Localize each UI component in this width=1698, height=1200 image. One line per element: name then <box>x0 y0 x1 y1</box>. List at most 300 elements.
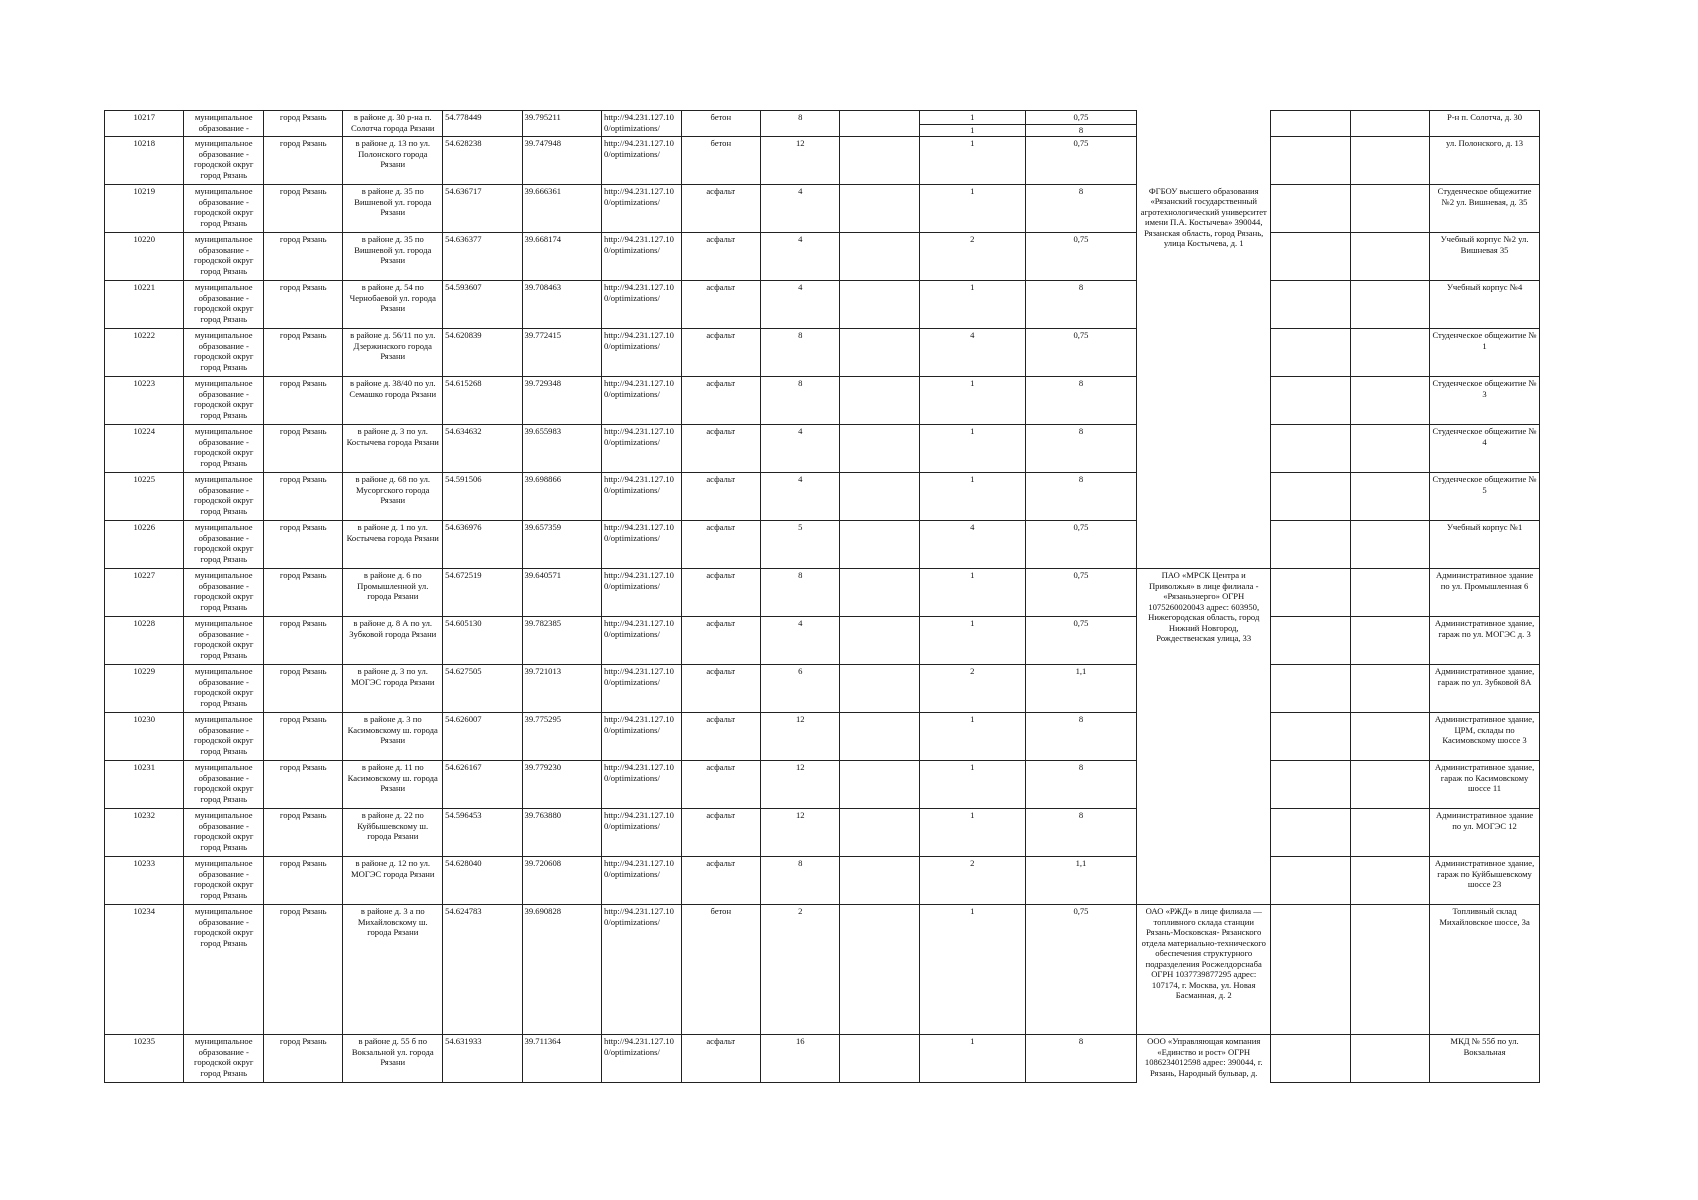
city: город Рязань <box>263 111 342 137</box>
container-volume-value-2: 8 <box>1026 124 1137 136</box>
container-count <box>919 1035 1025 1083</box>
municipal-entity: муниципальное образование - городской округ город Рязань <box>184 617 263 665</box>
empty-cell <box>1350 425 1429 473</box>
empty-cell <box>1350 617 1429 665</box>
container-volume <box>1025 713 1137 761</box>
container-count <box>919 569 1025 617</box>
municipal-entity: муниципальное образование - городской округ город Рязань <box>184 905 263 1035</box>
container-count <box>919 185 1025 233</box>
table-row <box>105 713 1540 761</box>
place-description: Учебный корпус №4 <box>1430 281 1540 329</box>
table-row <box>105 809 1540 857</box>
owner-empty <box>1137 111 1271 137</box>
empty-cell <box>1350 329 1429 377</box>
latitude: 54.628238 <box>443 137 522 185</box>
place-description: Административное здание по ул. Промышленная 6 <box>1430 569 1540 617</box>
container-count <box>919 473 1025 521</box>
latitude: 54.628040 <box>443 857 522 905</box>
row-number: 10225 <box>105 473 184 521</box>
map-link: http://94.231.127.10 0/optimizations/ <box>602 617 681 665</box>
container-volume <box>1025 329 1137 377</box>
map-link: http://94.231.127.10 0/optimizations/ <box>602 425 681 473</box>
area: 4 <box>761 473 840 521</box>
map-link: http://94.231.127.10 0/optimizations/ <box>602 233 681 281</box>
empty-cell <box>1350 857 1429 905</box>
table-row <box>105 521 1540 569</box>
container-count-value: 4 <box>970 330 975 340</box>
city: город Рязань <box>263 233 342 281</box>
area: 2 <box>761 905 840 1035</box>
empty-cell <box>1271 185 1350 233</box>
longitude: 39.779230 <box>522 761 601 809</box>
table-row <box>105 473 1540 521</box>
empty-cell <box>1271 761 1350 809</box>
container-volume-value: 1,1 <box>1075 666 1087 676</box>
container-count-value-2: 1 <box>920 124 1025 136</box>
empty-cell <box>1271 905 1350 1035</box>
table-row <box>105 281 1540 329</box>
latitude: 54.596453 <box>443 809 522 857</box>
container-volume-value: 0,75 <box>1073 112 1089 122</box>
city: город Рязань <box>263 569 342 617</box>
map-link: http://94.231.127.10 0/optimizations/ <box>602 185 681 233</box>
container-count-value: 1 <box>970 138 975 148</box>
city: город Рязань <box>263 761 342 809</box>
municipal-entity: муниципальное образование - городской округ город Рязань <box>184 521 263 569</box>
site-address: в районе д. 35 по Вишневой ул. города Рязани <box>343 233 443 281</box>
row-number: 10232 <box>105 809 184 857</box>
empty-cell <box>840 569 919 617</box>
place-description: Административное здание, гараж по Касимовскому шоссе 11 <box>1430 761 1540 809</box>
container-volume-value: 0,75 <box>1073 570 1089 580</box>
longitude: 39.772415 <box>522 329 601 377</box>
city: город Рязань <box>263 521 342 569</box>
empty-cell <box>1350 137 1429 185</box>
map-link: http://94.231.127.10 0/optimizations/ <box>602 713 681 761</box>
surface-type: бетон <box>681 111 760 137</box>
city: город Рязань <box>263 377 342 425</box>
owner-info: ФГБОУ высшего образования «Рязанский государственный агротехнологический университет имени П.А. Костычева» 390044, Рязанская область, город Рязань, улица Костычева, д. 1 <box>1137 185 1271 569</box>
empty-cell <box>1271 521 1350 569</box>
container-volume <box>1025 761 1137 809</box>
municipal-entity: муниципальное образование - городской округ город Рязань <box>184 185 263 233</box>
latitude: 54.631933 <box>443 1035 522 1083</box>
container-count-value: 1 <box>970 112 975 122</box>
waste-sites-table <box>104 110 1540 1083</box>
container-volume <box>1025 569 1137 617</box>
table-row <box>105 905 1540 1035</box>
city: город Рязань <box>263 425 342 473</box>
container-volume <box>1025 111 1137 137</box>
row-number: 10233 <box>105 857 184 905</box>
longitude: 39.666361 <box>522 185 601 233</box>
place-description: Административное здание по ул. МОГЭС 12 <box>1430 809 1540 857</box>
city: город Рязань <box>263 905 342 1035</box>
area: 4 <box>761 185 840 233</box>
city: город Рязань <box>263 713 342 761</box>
row-number: 10218 <box>105 137 184 185</box>
municipal-entity: муниципальное образование - городской округ город Рязань <box>184 665 263 713</box>
site-address: в районе д. 55 б по Вокзальной ул. города Рязани <box>343 1035 443 1083</box>
map-link: http://94.231.127.10 0/optimizations/ <box>602 905 681 1035</box>
surface-type: асфальт <box>681 569 760 617</box>
empty-cell <box>1271 617 1350 665</box>
container-count <box>919 281 1025 329</box>
place-description: Административное здание, гараж по ул. МОГЭС д. 3 <box>1430 617 1540 665</box>
empty-cell <box>840 111 919 137</box>
container-count-value: 2 <box>970 858 975 868</box>
empty-cell <box>1271 137 1350 185</box>
area: 12 <box>761 713 840 761</box>
empty-cell <box>1350 233 1429 281</box>
area: 12 <box>761 761 840 809</box>
city: город Рязань <box>263 665 342 713</box>
container-count <box>919 713 1025 761</box>
map-link: http://94.231.127.10 0/optimizations/ <box>602 569 681 617</box>
container-count-value: 1 <box>970 762 975 772</box>
container-count <box>919 761 1025 809</box>
container-volume <box>1025 665 1137 713</box>
empty-cell <box>1271 713 1350 761</box>
table-row <box>105 329 1540 377</box>
container-count <box>919 809 1025 857</box>
surface-type: асфальт <box>681 521 760 569</box>
empty-cell <box>840 185 919 233</box>
empty-cell <box>1350 569 1429 617</box>
empty-cell <box>840 377 919 425</box>
area: 8 <box>761 111 840 137</box>
empty-cell <box>1271 329 1350 377</box>
area: 8 <box>761 329 840 377</box>
row-number: 10221 <box>105 281 184 329</box>
container-count <box>919 329 1025 377</box>
city: город Рязань <box>263 473 342 521</box>
empty-cell <box>1350 521 1429 569</box>
municipal-entity: муниципальное образование - городской округ город Рязань <box>184 377 263 425</box>
surface-type: асфальт <box>681 377 760 425</box>
container-volume <box>1025 425 1137 473</box>
map-link: http://94.231.127.10 0/optimizations/ <box>602 761 681 809</box>
empty-cell <box>1271 425 1350 473</box>
empty-cell <box>840 281 919 329</box>
container-count-value: 1 <box>970 1036 975 1046</box>
empty-cell <box>1271 111 1350 137</box>
place-description: Студенческое общежитие №2 ул. Вишневая, д. 35 <box>1430 185 1540 233</box>
map-link: http://94.231.127.10 0/optimizations/ <box>602 1035 681 1083</box>
table-row <box>105 665 1540 713</box>
municipal-entity: муниципальное образование - городской округ город Рязань <box>184 329 263 377</box>
city: город Рязань <box>263 857 342 905</box>
container-volume <box>1025 905 1137 1035</box>
container-volume <box>1025 617 1137 665</box>
container-count-value: 1 <box>970 618 975 628</box>
longitude: 39.720608 <box>522 857 601 905</box>
surface-type: асфальт <box>681 761 760 809</box>
container-volume <box>1025 809 1137 857</box>
owner-empty <box>1137 137 1271 185</box>
container-count-value: 1 <box>970 810 975 820</box>
container-volume-value: 8 <box>1078 378 1084 388</box>
empty-cell <box>840 761 919 809</box>
surface-type: асфальт <box>681 473 760 521</box>
surface-type: асфальт <box>681 329 760 377</box>
place-description: Студенческое общежитие № 4 <box>1430 425 1540 473</box>
empty-cell <box>840 809 919 857</box>
site-address: в районе д. 11 по Касимовскому ш. города Рязани <box>343 761 443 809</box>
map-link: http://94.231.127.10 0/optimizations/ <box>602 665 681 713</box>
surface-type: асфальт <box>681 1035 760 1083</box>
row-number: 10229 <box>105 665 184 713</box>
empty-cell <box>1350 1035 1429 1083</box>
empty-cell <box>1350 713 1429 761</box>
container-volume-value: 8 <box>1078 186 1084 196</box>
empty-cell <box>840 665 919 713</box>
place-description: Студенческое общежитие № 1 <box>1430 329 1540 377</box>
place-description: МКД № 55б по ул. Вокзальная <box>1430 1035 1540 1083</box>
empty-cell <box>1271 281 1350 329</box>
longitude: 39.721013 <box>522 665 601 713</box>
empty-cell <box>840 905 919 1035</box>
empty-cell <box>840 329 919 377</box>
container-count-value: 2 <box>970 234 975 244</box>
place-description: ул. Полонского, д. 13 <box>1430 137 1540 185</box>
table-body <box>105 111 1540 1083</box>
latitude: 54.626167 <box>443 761 522 809</box>
row-number: 10222 <box>105 329 184 377</box>
row-number: 10230 <box>105 713 184 761</box>
table-row <box>105 761 1540 809</box>
empty-cell <box>840 857 919 905</box>
container-count-value: 1 <box>970 426 975 436</box>
longitude: 39.782385 <box>522 617 601 665</box>
longitude: 39.747948 <box>522 137 601 185</box>
city: город Рязань <box>263 185 342 233</box>
container-volume <box>1025 137 1137 185</box>
area: 8 <box>761 377 840 425</box>
owner-info: ООО «Управляющая компания «Единство и рост» ОГРН 1086234012598 адрес: 390044, г. Рязань, Народный бульвар, д. <box>1137 1035 1271 1083</box>
city: город Рязань <box>263 137 342 185</box>
municipal-entity: муниципальное образование - городской округ город Рязань <box>184 809 263 857</box>
latitude: 54.624783 <box>443 905 522 1035</box>
table-row <box>105 233 1540 281</box>
row-number: 10219 <box>105 185 184 233</box>
municipal-entity: муниципальное образование - городской округ город Рязань <box>184 281 263 329</box>
container-volume-value: 8 <box>1078 426 1084 436</box>
container-volume <box>1025 185 1137 233</box>
empty-cell <box>1350 377 1429 425</box>
latitude: 54.626007 <box>443 713 522 761</box>
container-count-value: 1 <box>970 714 975 724</box>
surface-type: асфальт <box>681 185 760 233</box>
container-count <box>919 617 1025 665</box>
row-number: 10227 <box>105 569 184 617</box>
site-address: в районе д. 3 по ул. МОГЭС города Рязани <box>343 665 443 713</box>
longitude: 39.775295 <box>522 713 601 761</box>
place-description: Студенческое общежитие № 3 <box>1430 377 1540 425</box>
longitude: 39.690828 <box>522 905 601 1035</box>
site-address: в районе д. 22 по Куйбышевскому ш. города Рязани <box>343 809 443 857</box>
container-volume-value: 0,75 <box>1073 138 1089 148</box>
longitude: 39.640571 <box>522 569 601 617</box>
site-address: в районе д. 3 а по Михайловскому ш. города Рязани <box>343 905 443 1035</box>
empty-cell <box>1271 473 1350 521</box>
latitude: 54.672519 <box>443 569 522 617</box>
area: 4 <box>761 233 840 281</box>
container-count-value: 1 <box>970 378 975 388</box>
place-description: Административное здание, ЦРМ, склады по Касимовскому шоссе 3 <box>1430 713 1540 761</box>
container-volume <box>1025 233 1137 281</box>
surface-type: асфальт <box>681 233 760 281</box>
container-volume <box>1025 1035 1137 1083</box>
row-number: 10217 <box>105 111 184 137</box>
empty-cell <box>840 713 919 761</box>
owner-info: ПАО «МРСК Центра и Приволжья» в лице филиала - «Рязаньэнерго» ОГРН 1075260020043 адрес: 603950, Нижегородская область, город Нижний Новгород, Рождественская улица, 33 <box>1137 569 1271 905</box>
site-address: в районе д. 30 р-на п. Солотча города Рязани <box>343 111 443 137</box>
place-description: Студенческое общежитие № 5 <box>1430 473 1540 521</box>
surface-type: асфальт <box>681 857 760 905</box>
place-description: Топливный склад Михайловское шоссе, 3а <box>1430 905 1540 1035</box>
latitude: 54.634632 <box>443 425 522 473</box>
empty-cell <box>1350 111 1429 137</box>
longitude: 39.698866 <box>522 473 601 521</box>
city: город Рязань <box>263 1035 342 1083</box>
container-volume-value: 0,75 <box>1073 522 1089 532</box>
municipal-entity: муниципальное образование - городской округ город Рязань <box>184 233 263 281</box>
container-volume-value: 0,75 <box>1073 618 1089 628</box>
place-description: Учебный корпус №1 <box>1430 521 1540 569</box>
area: 12 <box>761 137 840 185</box>
map-link: http://94.231.127.10 0/optimizations/ <box>602 137 681 185</box>
container-count <box>919 857 1025 905</box>
city: город Рязань <box>263 281 342 329</box>
surface-type: асфальт <box>681 617 760 665</box>
empty-cell <box>1350 809 1429 857</box>
empty-cell <box>1350 185 1429 233</box>
empty-cell <box>840 233 919 281</box>
map-link: http://94.231.127.10 0/optimizations/ <box>602 857 681 905</box>
place-description: Р-н п. Солотча, д. 30 <box>1430 111 1540 137</box>
container-volume-value: 0,75 <box>1073 234 1089 244</box>
map-link: http://94.231.127.10 0/optimizations/ <box>602 809 681 857</box>
row-number: 10231 <box>105 761 184 809</box>
table-row <box>105 617 1540 665</box>
municipal-entity: муниципальное образование - городской округ город Рязань <box>184 857 263 905</box>
container-count <box>919 377 1025 425</box>
empty-cell <box>840 473 919 521</box>
map-link: http://94.231.127.10 0/optimizations/ <box>602 111 681 137</box>
latitude: 54.591506 <box>443 473 522 521</box>
longitude: 39.729348 <box>522 377 601 425</box>
municipal-entity: муниципальное образование - городской округ город Рязань <box>184 761 263 809</box>
container-count <box>919 233 1025 281</box>
area: 4 <box>761 617 840 665</box>
table-row <box>105 425 1540 473</box>
empty-cell <box>1271 377 1350 425</box>
container-volume <box>1025 521 1137 569</box>
municipal-entity: муниципальное образование - городской округ город Рязань <box>184 425 263 473</box>
surface-type: бетон <box>681 905 760 1035</box>
container-count-value: 2 <box>970 666 975 676</box>
latitude: 54.605130 <box>443 617 522 665</box>
longitude: 39.708463 <box>522 281 601 329</box>
site-address: в районе д. 38/40 по ул. Семашко города Рязани <box>343 377 443 425</box>
city: город Рязань <box>263 329 342 377</box>
latitude: 54.778449 <box>443 111 522 137</box>
container-volume <box>1025 377 1137 425</box>
area: 4 <box>761 281 840 329</box>
container-count <box>919 425 1025 473</box>
municipal-entity: муниципальное образование - городской округ город Рязань <box>184 569 263 617</box>
empty-cell <box>1350 761 1429 809</box>
longitude: 39.711364 <box>522 1035 601 1083</box>
container-count <box>919 111 1025 137</box>
site-address: в районе д. 12 по ул. МОГЭС города Рязани <box>343 857 443 905</box>
municipal-entity: муниципальное образование - городской округ город Рязань <box>184 137 263 185</box>
municipal-entity: муниципальное образование - городской округ город Рязань <box>184 473 263 521</box>
empty-cell <box>1271 233 1350 281</box>
container-count-value: 4 <box>970 522 975 532</box>
empty-cell <box>1271 569 1350 617</box>
container-volume-value: 8 <box>1078 762 1084 772</box>
empty-cell <box>1271 809 1350 857</box>
longitude: 39.763880 <box>522 809 601 857</box>
table-row <box>105 1035 1540 1083</box>
container-volume-value: 8 <box>1078 474 1084 484</box>
site-address: в районе д. 3 по Касимовскому ш. города Рязани <box>343 713 443 761</box>
site-address: в районе д. 54 по Чернобаевой ул. города Рязани <box>343 281 443 329</box>
empty-cell <box>1350 473 1429 521</box>
place-description: Административное здание, гараж по ул. Зубковой 8А <box>1430 665 1540 713</box>
area: 5 <box>761 521 840 569</box>
site-address: в районе д. 13 по ул. Полонского города Рязани <box>343 137 443 185</box>
municipal-entity: муниципальное образование - городской округ город Рязань <box>184 1035 263 1083</box>
container-count <box>919 521 1025 569</box>
surface-type: асфальт <box>681 809 760 857</box>
longitude: 39.668174 <box>522 233 601 281</box>
latitude: 54.593607 <box>443 281 522 329</box>
table-row <box>105 185 1540 233</box>
empty-cell <box>1350 665 1429 713</box>
row-number: 10235 <box>105 1035 184 1083</box>
map-link: http://94.231.127.10 0/optimizations/ <box>602 377 681 425</box>
latitude: 54.636377 <box>443 233 522 281</box>
place-description: Административное здание, гараж по Куйбышевскому шоссе 23 <box>1430 857 1540 905</box>
latitude: 54.636717 <box>443 185 522 233</box>
table-row <box>105 137 1540 185</box>
row-number: 10223 <box>105 377 184 425</box>
empty-cell <box>1271 1035 1350 1083</box>
area: 8 <box>761 857 840 905</box>
surface-type: асфальт <box>681 281 760 329</box>
municipal-entity: муниципальное образование - <box>184 111 263 137</box>
site-address: в районе д. 6 по Промышленной ул. города Рязани <box>343 569 443 617</box>
empty-cell <box>1271 857 1350 905</box>
longitude: 39.795211 <box>522 111 601 137</box>
empty-cell <box>1350 905 1429 1035</box>
row-number: 10234 <box>105 905 184 1035</box>
container-volume-value: 8 <box>1078 714 1084 724</box>
city: город Рязань <box>263 809 342 857</box>
row-number: 10220 <box>105 233 184 281</box>
container-count-value: 1 <box>970 282 975 292</box>
site-address: в районе д. 8 А по ул. Зубковой города Рязани <box>343 617 443 665</box>
container-count-value: 1 <box>970 570 975 580</box>
row-number: 10226 <box>105 521 184 569</box>
city: город Рязань <box>263 617 342 665</box>
latitude: 54.636976 <box>443 521 522 569</box>
municipal-entity: муниципальное образование - городской округ город Рязань <box>184 713 263 761</box>
latitude: 54.620839 <box>443 329 522 377</box>
